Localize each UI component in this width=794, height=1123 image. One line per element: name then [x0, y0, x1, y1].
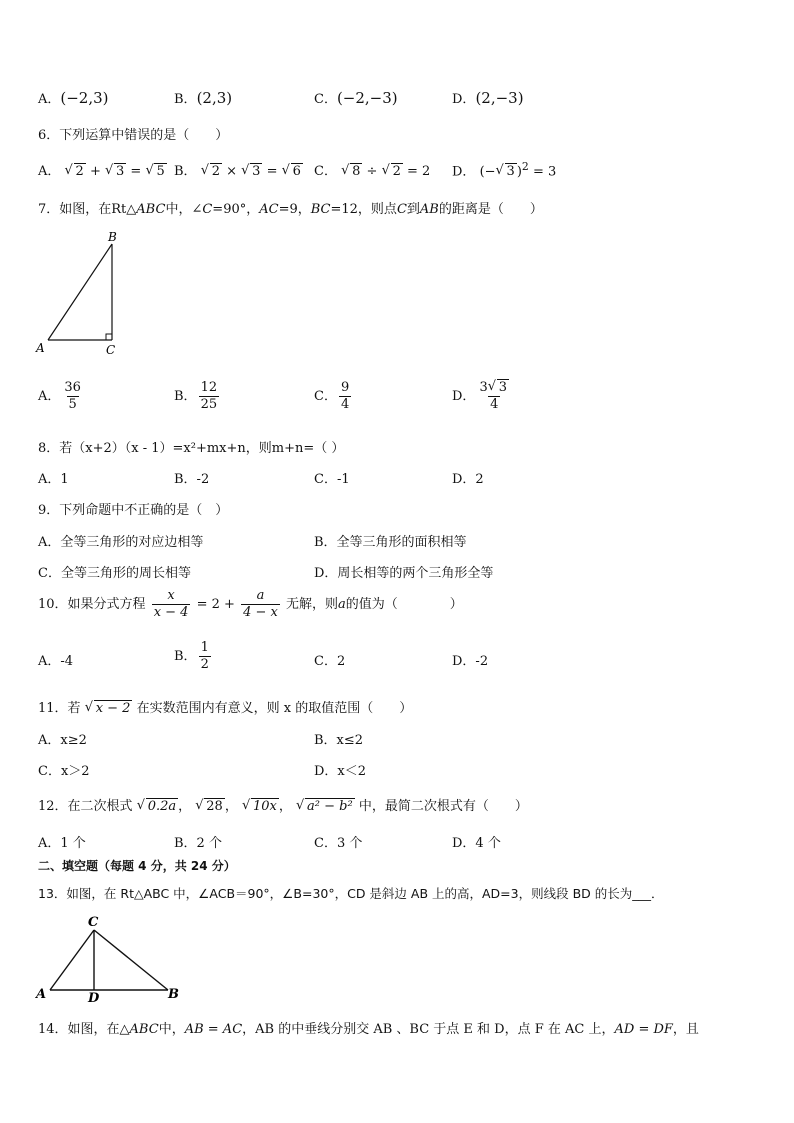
q9-option-c: C．全等三角形的周长相等	[38, 566, 191, 581]
q7-triangle-figure	[34, 226, 134, 360]
q7-right-angle-mark	[106, 334, 112, 340]
q11-option-d: D．x＜2	[314, 764, 367, 779]
q10-option-b: B． $\frac{1}{2}$	[174, 640, 209, 672]
q6-option-c: C． √ 8 ÷ √ 2 = 2	[314, 163, 431, 179]
q12-option-b: B．2 个	[174, 836, 222, 851]
q7-option-b: B． $\frac{12}{25}$	[174, 380, 218, 412]
q7-option-a: A． $\frac{36}{5}$	[38, 380, 81, 412]
q5-option-b: B．(2,3)	[174, 89, 233, 107]
q9-stem: 9．下列命题中不正确的是（ ）	[38, 503, 229, 518]
q10-stem: 10．如果分式方程 $\frac{x}{x - 4}$ = 2 + $\frac{a}{4 - x}$ 无解，则a的值为（ ）	[38, 588, 463, 620]
q7-label-c: C	[106, 343, 116, 357]
q13-side-cb	[94, 930, 168, 990]
q5-option-a: A．(−2,3)	[38, 89, 109, 107]
q10-option-d: D．-2	[452, 654, 489, 669]
q13-stem: 13．如图，在 Rt△ABC 中，∠ACB＝90°，∠B=30°，CD 是斜边 AB 上的高，AD=3，则线段 BD 的长为___．	[38, 886, 664, 901]
q11-option-c: C．x＞2	[38, 764, 90, 779]
q10-option-c: C．2	[314, 654, 346, 669]
q13-label-a: A	[36, 987, 47, 1002]
q8-option-a: A．1	[38, 472, 69, 487]
q5-option-d: D．(2,−3)	[452, 89, 524, 107]
q7-option-d: D． 3 √ 3 4	[452, 379, 507, 412]
q6-stem: 6．下列运算中错误的是（ ）	[38, 128, 229, 143]
q13-label-b: B	[168, 987, 179, 1002]
section-heading-fill-in: 二、填空题（每题 4 分，共 24 分）	[38, 859, 236, 873]
q10-option-a: A．-4	[38, 654, 74, 669]
q9-option-b: B．全等三角形的面积相等	[314, 535, 467, 550]
q6-option-a: A． √ 2 + √ 3 = √ 5	[38, 163, 165, 179]
q6-option-b: B． √ 2 × √ 3 = √ 6	[174, 163, 301, 179]
q13-side-ac	[50, 930, 94, 990]
q13-label-c: C	[88, 915, 99, 930]
q9-option-a: A．全等三角形的对应边相等	[38, 535, 204, 550]
q11-option-a: A．x≥2	[38, 733, 87, 748]
q7-side-ab	[48, 244, 112, 340]
q12-stem: 12．在二次根式 √ 0.2a ， √ 28 ， √ 10x ， √ a² − b² 中，最简二次根式有（ ）	[38, 798, 528, 814]
q11-stem: 11．若 √ x − 2 在实数范围内有意义，则 x 的取值范围（ ）	[38, 700, 413, 716]
q9-option-d: D．周长相等的两个三角形全等	[314, 566, 494, 581]
q8-option-b: B．-2	[174, 472, 210, 487]
q7-stem: 7．如图，在Rt△ABC中，∠C=90°，AC=9，BC=12，则点C到AB的距离是（ ）	[38, 202, 543, 217]
q8-option-d: D．2	[452, 472, 484, 487]
q5-option-c: C．(−2,−3)	[314, 89, 398, 107]
q6-option-d: D． (− √ 3 )$^2$ = 3	[452, 160, 557, 180]
q7-option-c: C． $\frac{9}{4}$	[314, 380, 350, 412]
q13-triangle-figure	[34, 912, 184, 1004]
q14-stem: 14．如图，在△ABC中，AB = AC，AB 的中垂线分别交 AB 、BC 于点 E 和 D，点 F 在 AC 上，AD = DF，且	[38, 1022, 699, 1037]
q13-label-d: D	[88, 991, 100, 1004]
q12-option-d: D．4 个	[452, 836, 501, 851]
q11-option-b: B．x≤2	[314, 733, 364, 748]
q12-option-a: A．1 个	[38, 836, 86, 851]
q8-option-c: C．-1	[314, 472, 350, 487]
q7-label-b: B	[108, 230, 117, 244]
q8-stem: 8．若（x+2）（x - 1）=x²+mx+n，则m+n=（ ）	[38, 441, 345, 456]
q7-label-a: A	[36, 341, 45, 355]
q12-option-c: C．3 个	[314, 836, 363, 851]
